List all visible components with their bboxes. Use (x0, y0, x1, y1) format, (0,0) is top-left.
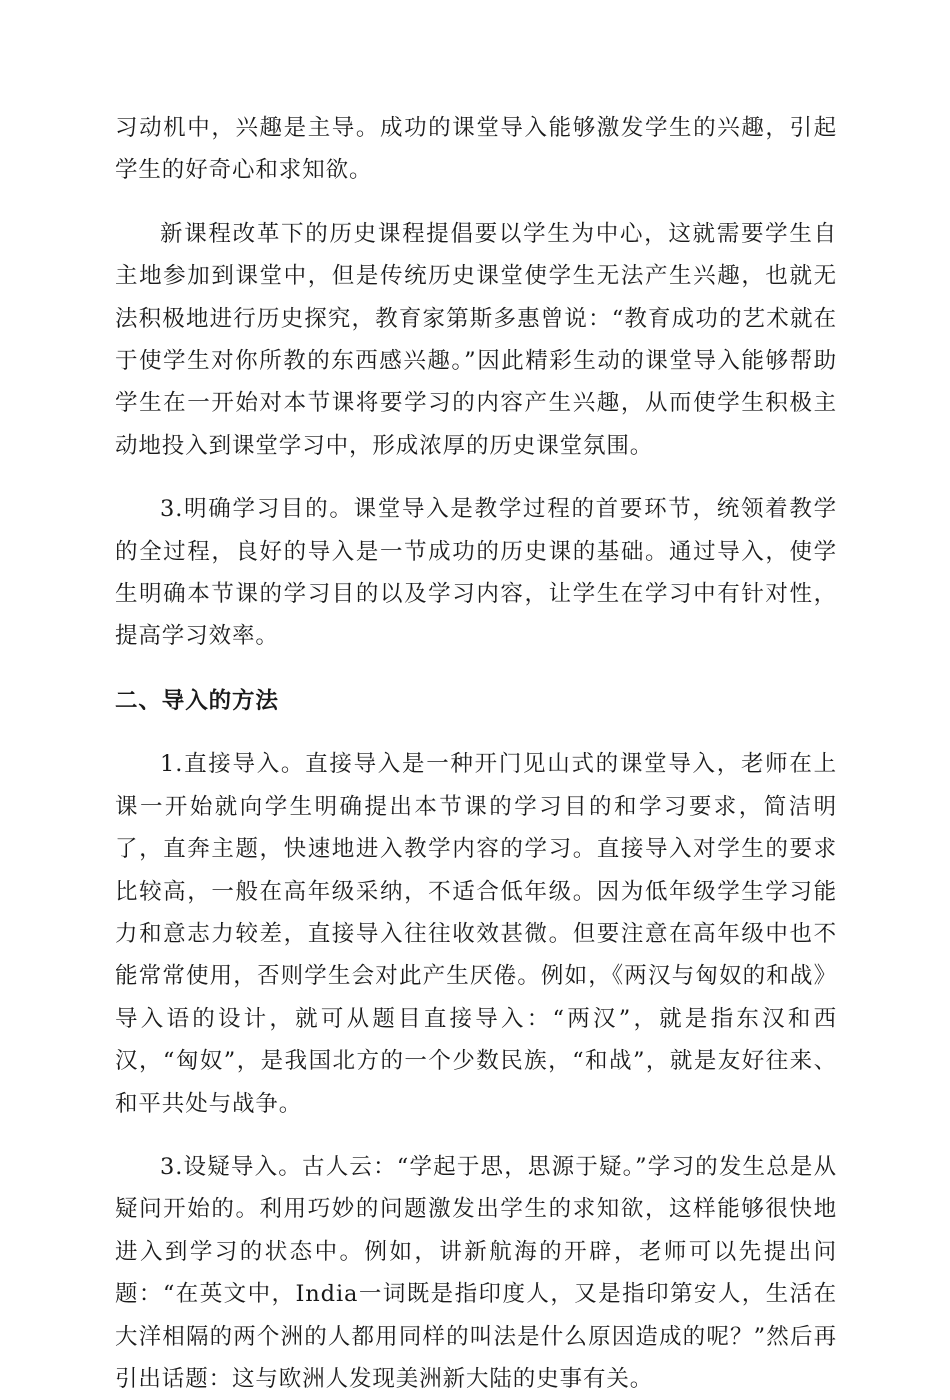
paragraph-motivation-interest: 习动机中，兴趣是主导。成功的课堂导入能够激发学生的兴趣，引起学生的好奇心和求知欲。 (115, 115, 837, 184)
paragraph-student-centered: 新课程改革下的历史课程提倡要以学生为中心，这就需要学生自主地参加到课堂中，但是传统历史课堂使学生无法产生兴趣，也就无法积极地进行历史探究，教育家第斯多惠曾说：“教育成功的艺术就在于使学生对你所教的东西感兴趣。”因此精彩生动的课堂导入能够帮助学生在一开始对本节课将要学习的内容产生兴趣，从而使学生积极主动地投入到课堂学习中，形成浓厚的历史课堂氛围。 (115, 220, 837, 459)
paragraph-question-introduction: 3.设疑导入。古人云：“学起于思，思源于疑。”学习的发生总是从疑问开始的。利用巧妙的问题激发出学生的求知欲，这样能够很快地进入到学习的状态中。例如，讲新航海的开辟，老师可以先提出问题：“在英文中，India一词既是指印度人，又是指印第安人，生活在大洋相隔的两个洲的人都用同样的叫法是什么原因造成的呢？”然后再引出话题：这与欧洲人发现美洲新大陆的史事有关。 (115, 1153, 837, 1392)
document-page (115, 107, 837, 1400)
section-heading-methods: 二、导入的方法 (115, 687, 279, 714)
paragraph-clarify-learning-goals: 3.明确学习目的。课堂导入是教学过程的首要环节，统领着教学的全过程，良好的导入是一节成功的历史课的基础。通过导入，使学生明确本节课的学习目的以及学习内容，让学生在学习中有针对性，提高学习效率。 (115, 496, 837, 650)
paragraph-direct-introduction: 1.直接导入。直接导入是一种开门见山式的课堂导入，老师在上课一开始就向学生明确提出本节课的学习目的和学习要求，简洁明了，直奔主题，快速地进入教学内容的学习。直接导入对学生的要求比较高，一般在高年级采纳，不适合低年级。因为低年级学生学习能力和意志力较差，直接导入往往收效甚微。但要注意在高年级中也不能常常使用，否则学生会对此产生厌倦。例如，《两汉与匈奴的和战》导入语的设计，就可从题目直接导入：“两汉”，就是指东汉和西汉，“匈奴”，是我国北方的一个少数民族，“和战”，就是友好往来、和平共处与战争。 (115, 751, 837, 1117)
